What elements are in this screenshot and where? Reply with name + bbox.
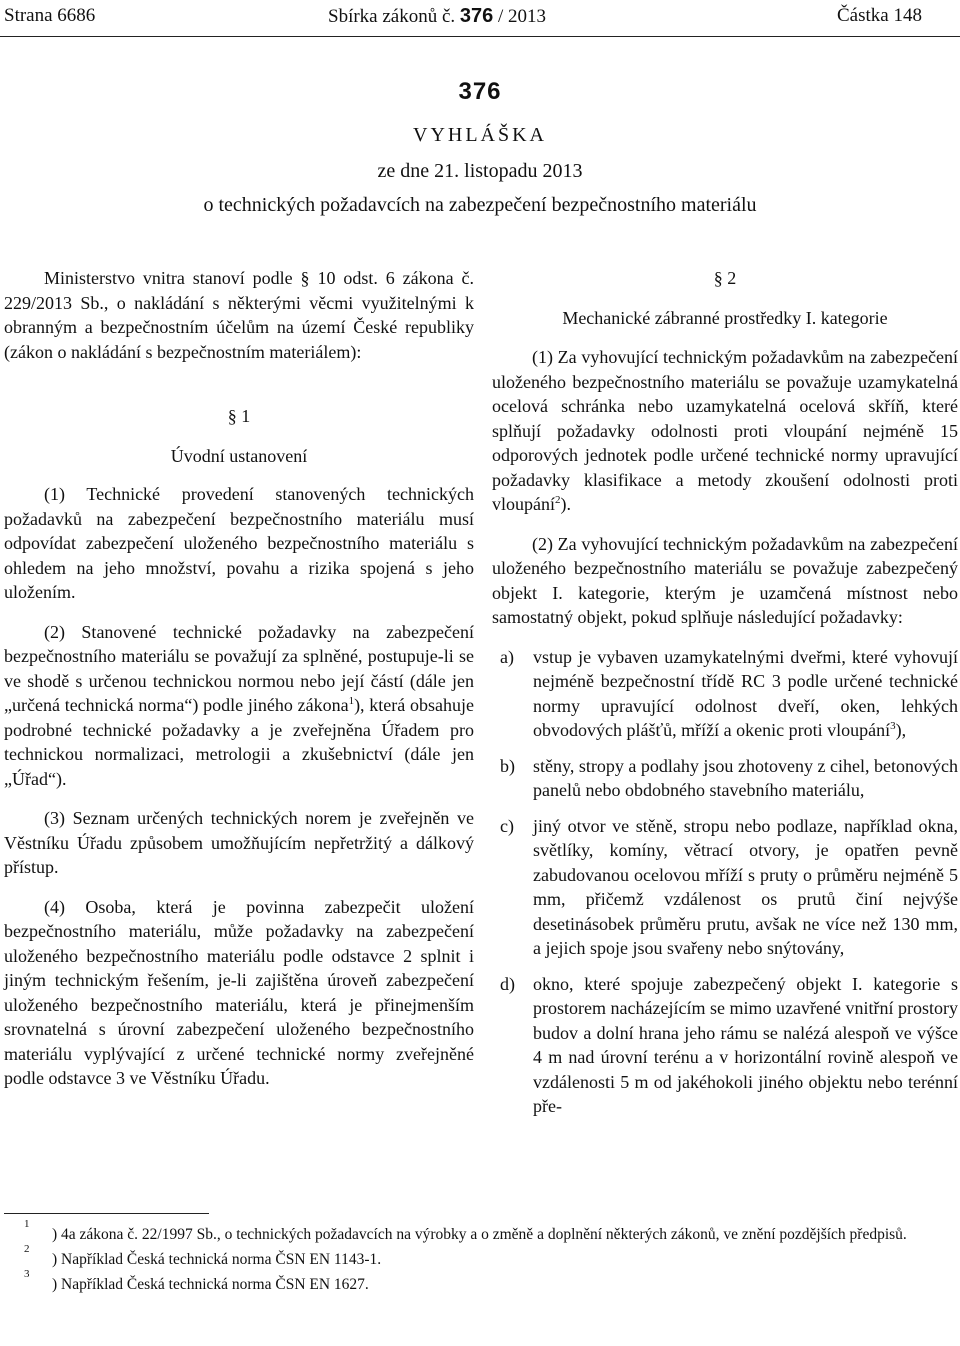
list-item-label: a) — [500, 646, 514, 667]
document-subject: o technických požadavcích na zabezpečení bezpečnostního materiálu — [203, 194, 757, 216]
preamble: Ministerstvo vnitra stanoví podle § 10 odst. 6 zákona č. 229/2013 Sb., o nakládání s některými věcmi využitelnými k obranným a bezpečnostním účelům na území České republiky (zákon o nakládání s bezpečnostním materiálem): — [4, 268, 474, 362]
part-number: Částka 148 — [837, 5, 922, 26]
list-item-label: b) — [500, 755, 515, 776]
footnote-1: 1 ) 4a zákona č. 22/1997 Sb., o technických požadavcích na výrobky a o změně a doplnění některých zákonů, ve znění pozdějších předpisů. — [24, 1218, 907, 1243]
document-number: 376 — [458, 78, 502, 105]
list-item — [492, 754, 958, 803]
list-item-tail: ), — [895, 720, 907, 740]
footnote-text: ) Například Česká technická norma ČSN EN 1143-1. — [52, 1251, 382, 1268]
list-item-text: stěny, stropy a podlahy jsou zhotoveny z cihel, betonových panelů nebo obdobného stavebního materiálu, — [533, 755, 958, 800]
footnote-ref-1[interactable]: 1 — [348, 695, 355, 707]
footnote-2: 2 ) Například Česká technická norma ČSN EN 1143-1. — [24, 1243, 382, 1268]
footnote-text: ) 4a zákona č. 22/1997 Sb., o technických požadavcích na výrobky a o změně a doplnění některých zákonů, ve znění pozdějších předpisů. — [52, 1226, 907, 1243]
s2-paragraph-1 — [492, 345, 958, 517]
section-1-sign: § 1 — [227, 406, 251, 426]
list-item-label: d) — [500, 973, 515, 994]
s1-paragraph-2 — [4, 620, 474, 792]
s1-p2-text: (2) Stanovené technické požadavky na zabezpečení bezpečnostního materiálu se považují za splněné, postupuje-li se ve shodě s určenou technickou normou nebo její částí (dále jen „určená technická norma“) podle jiného zákona — [4, 621, 474, 715]
section-1-title: Úvodní ustanovení — [170, 445, 308, 466]
s1-p2-text-cont: ), která obsahuje podrobné technické požadavky a je zveřejněna Úřadem pro technickou normalizaci, metrologii a zkušebnictví (dále jen „Úřad“). — [4, 695, 475, 789]
s1-paragraph-1: (1) Technické provedení stanovených technických požadavků na zabezpečení bezpečnostního materiálu musí odpovídat zabezpečení uloženého bezpečnostního materiálu s ohledem na jeho množství, povahu a rizika spojená s jeho uložením. — [4, 484, 474, 602]
s2-p1-text-cont: ). — [560, 494, 571, 514]
list-item-label: c) — [500, 815, 514, 836]
right-column — [492, 266, 958, 1130]
collection-number: 376 — [459, 5, 494, 27]
collection-prefix: Sbírka zákonů č. — [328, 6, 456, 27]
list-item — [492, 814, 958, 961]
page-header — [0, 0, 960, 36]
list-item — [492, 645, 958, 743]
section-2-sign: § 2 — [713, 268, 737, 288]
list-item — [492, 972, 958, 1119]
footnote-ref-2[interactable]: 2 — [555, 494, 561, 506]
s1-paragraph-3: (3) Seznam určených technických norem je zveřejněn ve Věstníku Úřadu způsobem umožňujícím nepřetržitý a dálkový přístup. — [4, 808, 474, 877]
footnote-rule — [4, 1213, 209, 1214]
footnote-text: ) Například Česká technická norma ČSN EN 1627. — [52, 1276, 369, 1293]
footnote-ref-3[interactable]: 3 — [890, 720, 896, 732]
s1-paragraph-4: (4) Osoba, která je povinna zabezpečit uložení bezpečnostního materiálu, může požadavky na zabezpečení uloženého bezpečnostního materiálu podle odstavce 2 splnit i jiným technickým řešením, je-li zajištěna úroveň zabezpečení uloženého bezpečnostního materiálu, která je přinejmenším srovnatelná s úrovní zabezpečení uloženého bezpečnostního materiálu vyplývající z určené technické normy zveřejněné podle odstavce 3 ve Věstníku Úřadu. — [4, 896, 474, 1088]
header-rule — [0, 36, 960, 37]
list-item-text: jiný otvor ve stěně, stropu nebo podlaze, například okna, světlíky, komíny, větrací otvory, je opatřen pevně zabudovanou ocelovou mříží s pruty o průměru nejméně 5 mm, přičemž vzdálenost os prutů činí nejvýše desetinásobek průměru prutu, avšak ne více než 130 mm, a jejich spoje jsou svařeny nebo snýtovány, — [533, 815, 958, 958]
s2-p1-text: (1) Za vyhovující technickým požadavkům na zabezpečení uloženého bezpečnostního materiálu se považuje uzamykatelná ocelová schránka nebo uzamykatelná ocelová skříň, které splňují požadavky odolnosti proti vloupání nejméně 15 odporových jednotek podle určené technické normy upravující požadavky klasifikace a metody zkoušení odolnosti proti vloupání — [492, 347, 958, 514]
s2-paragraph-2: (2) Za vyhovující technickým požadavkům na zabezpečení uloženého bezpečnostního materiálu se považuje zabezpečený objekt I. kategorie, kterým je uzamčená místnost nebo samostatný objekt, pokud splňuje následující požadavky: — [492, 533, 958, 627]
footnote-3: 3 ) Například Česká technická norma ČSN EN 1627. — [24, 1268, 369, 1293]
collection-year: / 2013 — [498, 6, 547, 27]
footnotes — [24, 1218, 958, 1299]
requirements-list — [492, 645, 958, 1119]
list-item-text: vstup je vybaven uzamykatelnými dveřmi, které vyhovují nejméně bezpečnostní třídě RC 3 podle určené technické normy upravující odolnost dveří, oken, lehkých obvodových plášťů, mříží a okenic proti vloupání — [533, 646, 958, 740]
list-item-text: okno, které spojuje zabezpečený objekt I. kategorie s prostorem nacházejícím se mimo uzavřené vnitřní prostory budov a dolní hrana jeho rámu se nalézá alespoň ve výšce 4 m nad úrovní terénu a v horizontální rovině alespoň ve vzdálenosti 5 m od jakéhokoli jiného objektu nebo terénní pře- — [533, 973, 958, 1116]
collection-label — [328, 5, 546, 28]
document-date: ze dne 21. listopadu 2013 — [377, 160, 583, 182]
left-column — [4, 266, 474, 1106]
document-type: VYHLÁŠKA — [413, 124, 547, 146]
page-number: Strana 6686 — [4, 5, 96, 26]
section-2-title: Mechanické zábranné prostředky I. kategorie — [562, 307, 888, 328]
